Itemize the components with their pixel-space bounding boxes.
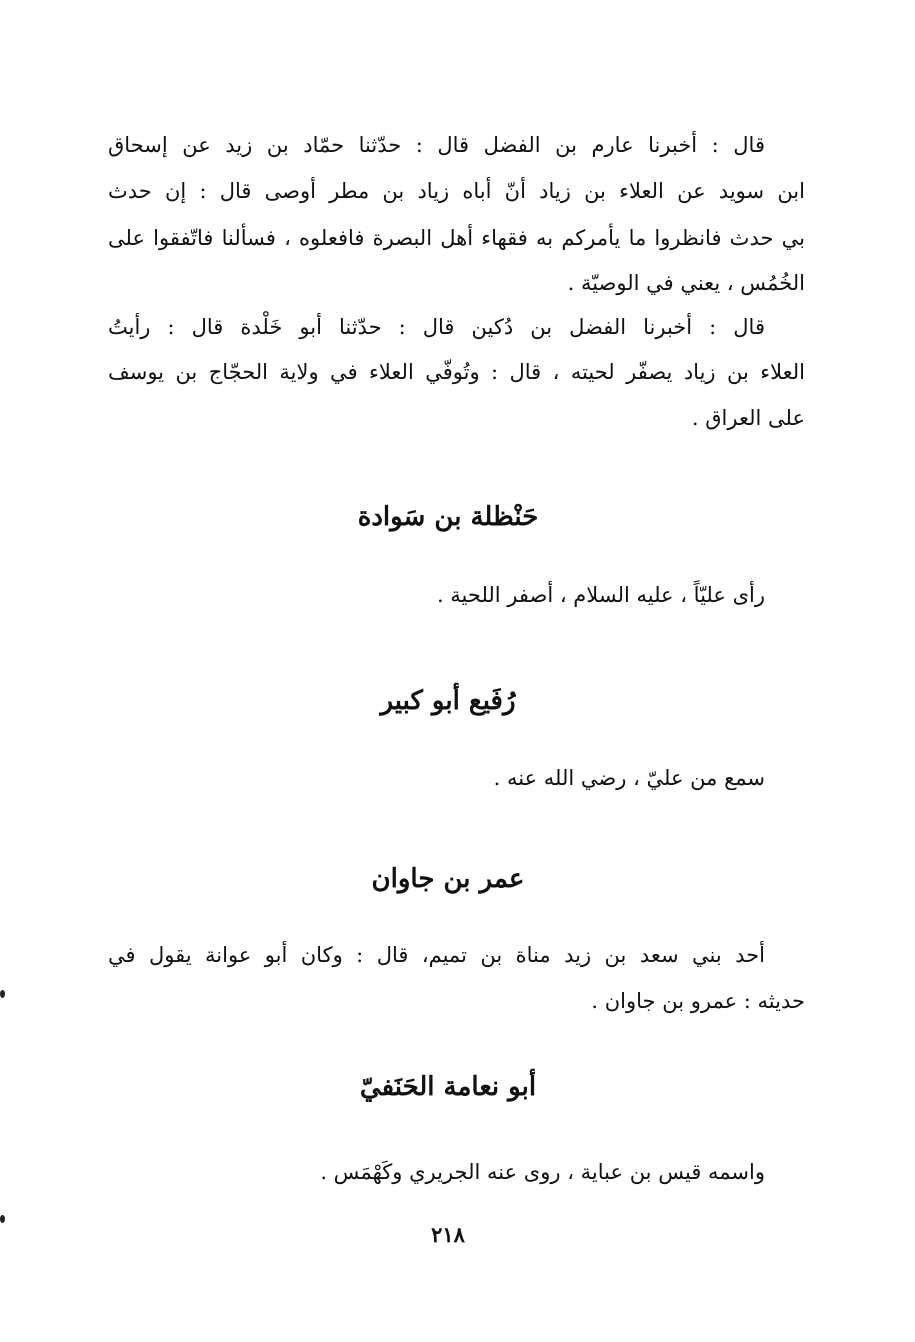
section-4-text: واسمه قيس بن عباية ، روى عنه الجريري وكَهْمَس .	[320, 1160, 765, 1184]
scan-speck	[0, 1215, 5, 1223]
section-2-text: سمع من عليّ ، رضي الله عنه .	[493, 766, 765, 790]
paragraph-1-line-3: بي حدث فانظروا ما يأمركم به فقهاء أهل البصرة فافعلوه ، فسألنا فاتّفقوا على	[108, 226, 805, 250]
paragraph-2-line-1: قال : أخبرنا الفضل بن دُكين قال : حدّثنا أبو خَلْدة قال : رأيتُ	[108, 315, 765, 339]
paragraph-2-line-3: على العراق .	[691, 406, 805, 430]
section-3-line-2: حديثه : عمرو بن جاوان .	[591, 989, 805, 1013]
section-heading-hanzala: حَنْظلة بن سَوادة	[357, 502, 539, 532]
paragraph-1-line-4: الخُمُس ، يعني في الوصيّة .	[567, 271, 805, 295]
section-heading-umar: عمر بن جاوان	[371, 864, 525, 894]
scan-speck	[0, 990, 5, 998]
paragraph-1-line-1: قال : أخبرنا عارم بن الفضل قال : حدّثنا حمّاد بن زيد عن إسحاق	[108, 133, 765, 157]
section-3-line-1: أحد بني سعد بن زيد مناة بن تميم، قال : وكان أبو عوانة يقول في	[108, 943, 765, 967]
paragraph-1-line-2: ابن سويد عن العلاء بن زياد أنّ أباه زياد بن مطر أوصى قال : إن حدث	[108, 179, 805, 203]
section-heading-abu-naama: أبو نعامة الحَنَفيّ	[359, 1072, 537, 1102]
paragraph-2-line-2: العلاء بن زياد يصفّر لحيته ، قال : وتُوفّي العلاء في ولاية الحجّاج بن يوسف	[108, 360, 805, 384]
section-1-text: رأى عليّاً ، عليه السلام ، أصفر اللحية .	[436, 583, 765, 607]
page-number: ٢١٨	[431, 1222, 465, 1247]
section-heading-rufay: رُفَيع أبو كبير	[380, 686, 516, 716]
